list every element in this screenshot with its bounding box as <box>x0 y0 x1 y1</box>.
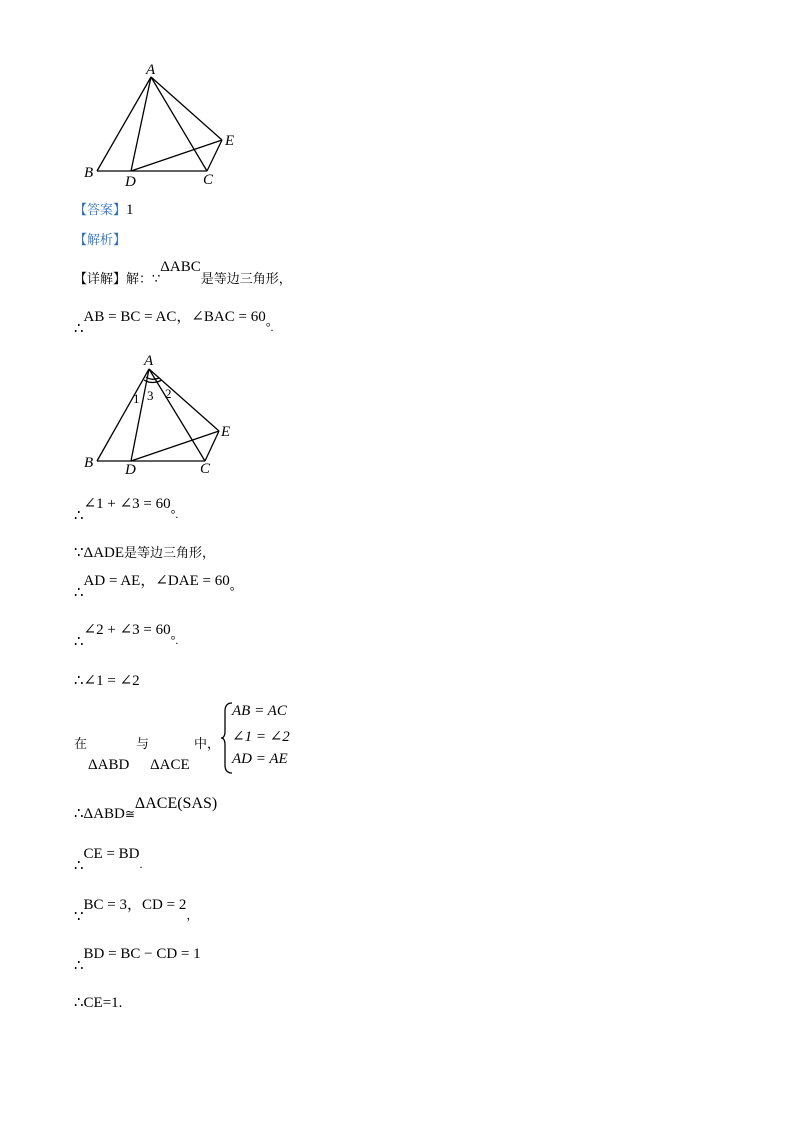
line-4 <box>74 542 215 562</box>
angle-label-1: 1 <box>133 391 140 406</box>
conclusion-line: ∴CE=1. <box>74 995 123 1011</box>
label-c: C <box>203 172 214 188</box>
zhong-text: 中， <box>194 737 221 752</box>
therefore-6: ∴ <box>74 634 84 650</box>
bd-calculation: BD = BC − CD = 1 <box>83 946 201 962</box>
because-11: ∵ <box>74 909 84 925</box>
line-10 <box>74 843 143 874</box>
line-1 <box>74 256 292 287</box>
line-12 <box>74 943 201 974</box>
line-2 <box>74 305 274 337</box>
system-line-3: AD = AE <box>232 751 288 767</box>
label-b-2: B <box>84 455 94 471</box>
line-5 <box>74 569 235 601</box>
label-a-2: A <box>144 353 154 369</box>
degree-6: °. <box>170 633 179 647</box>
segment-de-2 <box>131 431 219 461</box>
label-e-2: E <box>221 424 231 440</box>
period-10: . <box>139 857 143 871</box>
segment-ae <box>151 77 222 140</box>
therefore-10: ∴ <box>74 858 84 874</box>
triangle-figure-2 <box>80 350 280 480</box>
ad-ae-statement: AD = AE，∠DAE = 60 <box>83 573 230 589</box>
label-b: B <box>84 165 94 181</box>
therefore-2: ∴ <box>74 321 84 337</box>
answer-value: 1 <box>126 202 134 218</box>
triangle-ace-sas: ΔACE(SAS) <box>134 795 218 812</box>
therefore-abd: ∴ΔABD <box>74 806 125 822</box>
segment-de <box>131 140 222 171</box>
degree-2: °. <box>265 320 274 334</box>
degree-5: ° <box>229 584 235 598</box>
because-4: ∵ <box>74 545 84 561</box>
segment-ad <box>131 77 151 171</box>
triangle-figure-1 <box>80 60 280 190</box>
equal-sides-statement: AB = BC = AC，∠BAC = 60 <box>83 309 266 325</box>
degree-3: °. <box>170 507 179 521</box>
label-e: E <box>225 133 235 149</box>
therefore-12: ∴ <box>74 958 84 974</box>
triangle-abd-label: ΔABD <box>88 757 130 773</box>
line-7: ∴∠1 = ∠2 <box>74 673 140 689</box>
segment-ae-2 <box>149 369 219 431</box>
label-d-2: D <box>125 462 136 478</box>
label-c-2: C <box>200 461 211 477</box>
yu-text: 与 <box>136 737 150 752</box>
zai-text: 在 <box>74 737 88 752</box>
triangle-ade: ΔADE <box>83 545 125 561</box>
segment-ab <box>97 77 151 171</box>
ce-bd-statement: CE = BD <box>83 846 140 862</box>
triangle-ace-label: ΔACE <box>150 757 190 773</box>
system-line-2: ∠1 = ∠2 <box>232 729 290 745</box>
therefore-5: ∴ <box>74 585 84 601</box>
therefore-3: ∴ <box>74 508 84 524</box>
segment-ac <box>151 77 207 171</box>
detail-prefix: 【详解】解：∵ <box>74 272 161 287</box>
triangle-abc: ΔABC <box>160 259 201 275</box>
answer-tag: 【答案】 <box>74 203 127 218</box>
given-lengths: BC = 3，CD = 2 <box>83 897 187 913</box>
line-6 <box>74 619 179 650</box>
segment-ab-2 <box>97 369 149 461</box>
equilateral-text-2: 是等边三角形， <box>124 546 216 561</box>
line-3 <box>74 493 179 524</box>
angle-sum-2-3: ∠2 + ∠3 = 60 <box>83 622 171 638</box>
angle-label-3: 3 <box>147 388 154 403</box>
brace-path <box>221 703 232 773</box>
label-d: D <box>125 174 136 190</box>
segment-ad-2 <box>131 369 149 461</box>
angle-label-2: 2 <box>165 386 172 401</box>
comma-11: ， <box>186 908 199 922</box>
congruent-symbol: ≅ <box>124 807 135 821</box>
line-11 <box>74 893 199 925</box>
angle-sum-1-3: ∠1 + ∠3 = 60 <box>83 496 171 512</box>
analysis-tag: 【解析】 <box>74 233 127 248</box>
answer-line <box>74 199 134 219</box>
system-line-1: AB = AC <box>232 703 287 719</box>
segment-ac-2 <box>149 369 205 461</box>
label-a: A <box>146 62 156 78</box>
equilateral-text-1: 是等边三角形， <box>200 272 292 287</box>
